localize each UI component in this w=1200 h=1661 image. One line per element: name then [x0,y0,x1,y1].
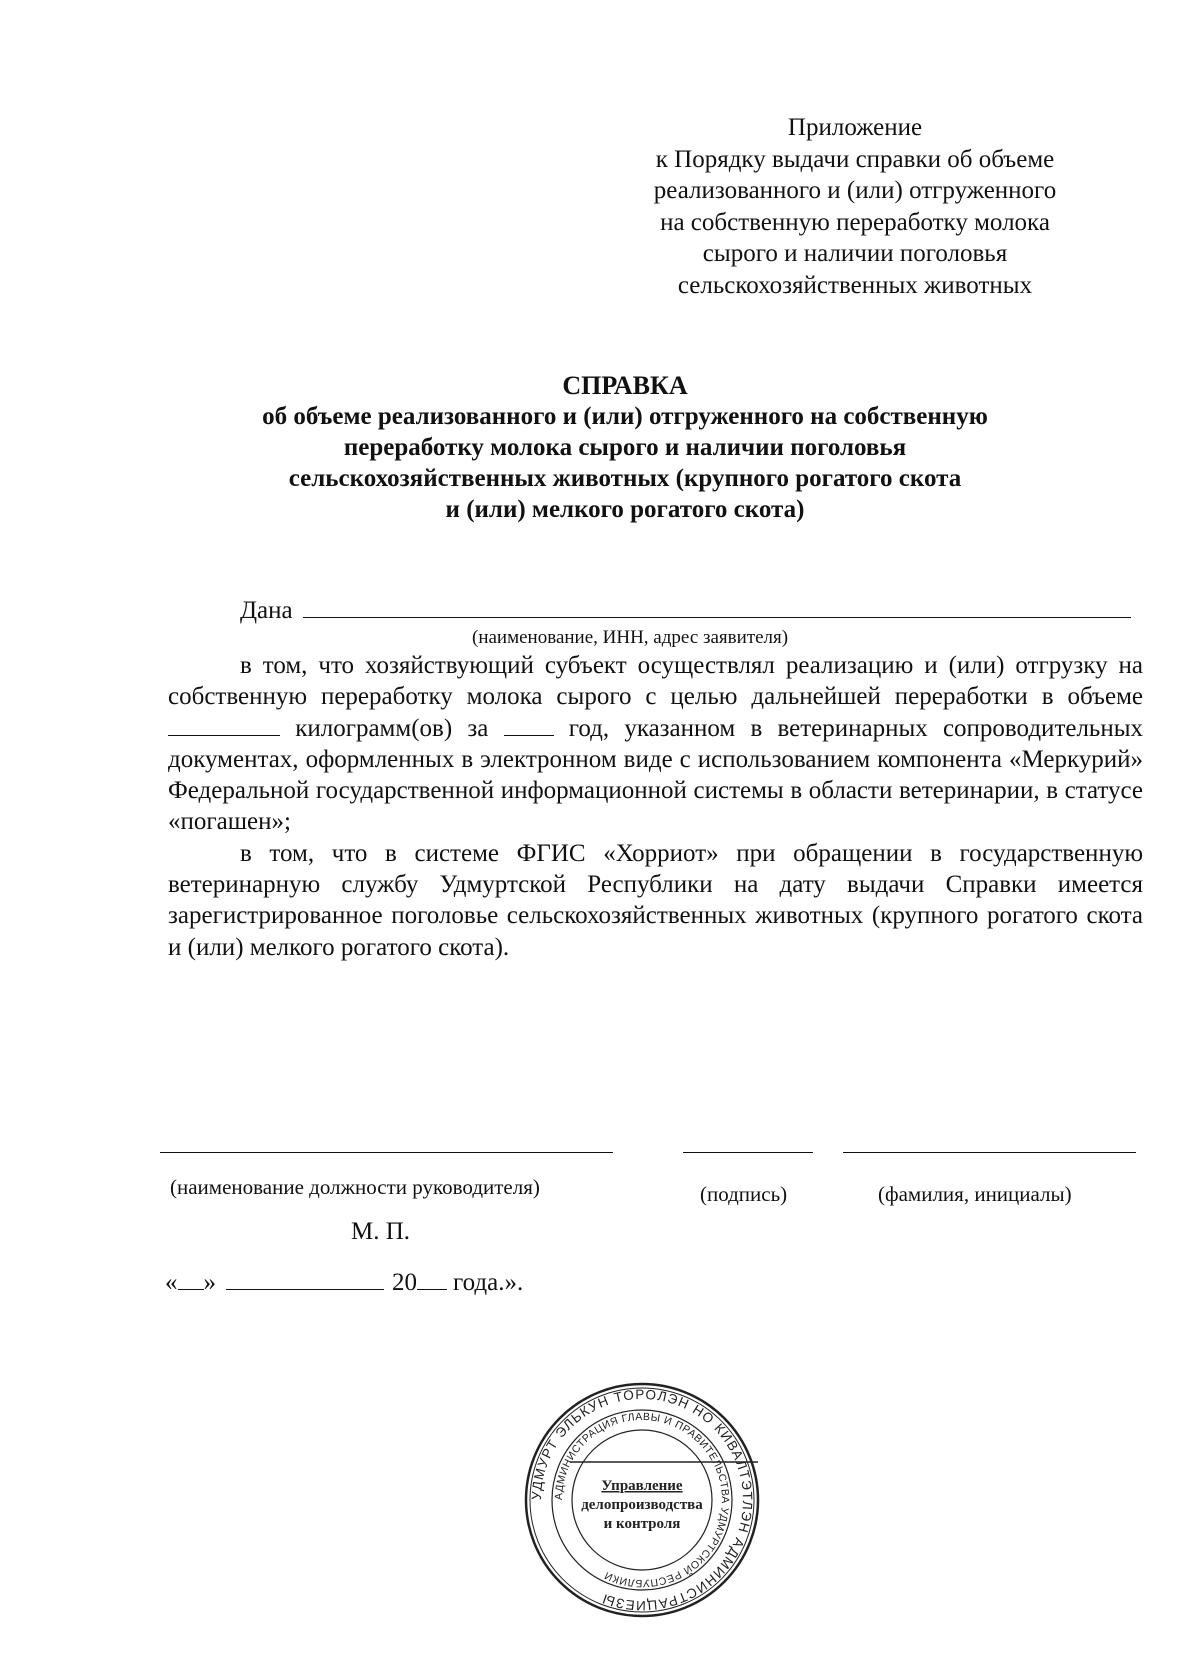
appendix-line: на собственную переработку молока [660,208,1050,236]
body-text [168,650,1143,963]
appendix-line: сырого и наличии поголовья [702,240,1008,267]
date-open-quote: « [165,1269,178,1296]
paragraph-2: в том, что в системе ФГИС «Хорриот» при обращении в государственную ветеринарную службу Удмуртской Республики на дату выдачи Справки имеется зарегистрированное поголовье сельскохозяйственных животных (крупного рогатого скота и (или) мелкого рогатого скота). [168,839,1143,961]
issued-to-row [240,595,1131,626]
p1-part-a: в том, что хозяйствующий субъект осуществлял реализацию и (или) отгрузку на собственную переработку молока сырого с целью дальнейшей переработки в объеме [168,652,1143,711]
seal-center-line-1: Управление [601,1478,683,1494]
name-line [843,1152,1136,1153]
appendix-header [615,112,1095,301]
appendix-line: реализованного и (или) отгруженного [653,177,1057,204]
signature-caption: (подпись) [700,1182,788,1206]
day-blank [178,1269,204,1290]
title-line: сельскохозяйственных животных (крупного рогатого скота [288,465,962,492]
appendix-line: к Порядку выдачи справки об объеме [655,145,1055,173]
seal-inner-text: АДМИНИСТРАЦИЯ ГЛАВЫ И ПРАВИТЕЛЬСТВА УДМУРТСКОЙ РЕСПУБЛИКИ [552,1410,732,1590]
title-line: переработку молока сырого и наличии поголовья [343,434,907,461]
appendix-line: Приложение [787,114,923,141]
seal-center-line-2: делопроизводства [581,1497,703,1513]
signature-line [683,1152,813,1153]
appendix-line: сельскохозяйственных животных [677,271,1033,299]
year-blank [504,715,554,736]
date-close-quote: » [203,1269,216,1296]
date-suffix: года.». [453,1269,524,1296]
issued-to-caption: (наименование, ИНН, адрес заявителя) [472,627,789,648]
official-seal [522,1380,762,1625]
stamp-place-label: М. П. [351,1218,411,1245]
paragraph-1 [168,650,1143,838]
date-line [165,1269,523,1297]
position-line [160,1152,613,1153]
name-caption: (фамилия, инициалы) [878,1182,1072,1206]
position-caption: (наименование должности руководителя) [170,1175,540,1199]
issued-to-label: Дана [240,597,293,624]
month-blank [226,1269,384,1290]
volume-blank [168,715,280,736]
p1-part-c: год, указанном в ветеринарных сопроводительных документах, оформленных в электронном виде с использованием компонента «Меркурий» Федеральной государственной информационной системы в области ветеринарии, в статусе «погашен»; [168,714,1144,836]
title-line: и (или) мелкого рогатого скота) [445,496,805,523]
p1-part-b: килограмм(ов) за [295,714,489,742]
seal-center-line-3: и контроля [603,1516,681,1532]
document-title [200,370,1050,525]
year-suffix-blank [417,1269,447,1290]
seal-outer-text: УДМУРТ ЭЛЬКУН ТОРОЛЭН НО КИВАЛТЭТЛЭН АДМИНИСТРАЦИЕЗЫ [528,1386,756,1614]
year-prefix: 20 [392,1269,417,1296]
seal-graphic [522,1380,762,1620]
title-line: об объеме реализованного и (или) отгруженного на собственную [262,403,988,430]
issued-to-blank [303,595,1131,618]
title-main: СПРАВКА [562,371,688,400]
